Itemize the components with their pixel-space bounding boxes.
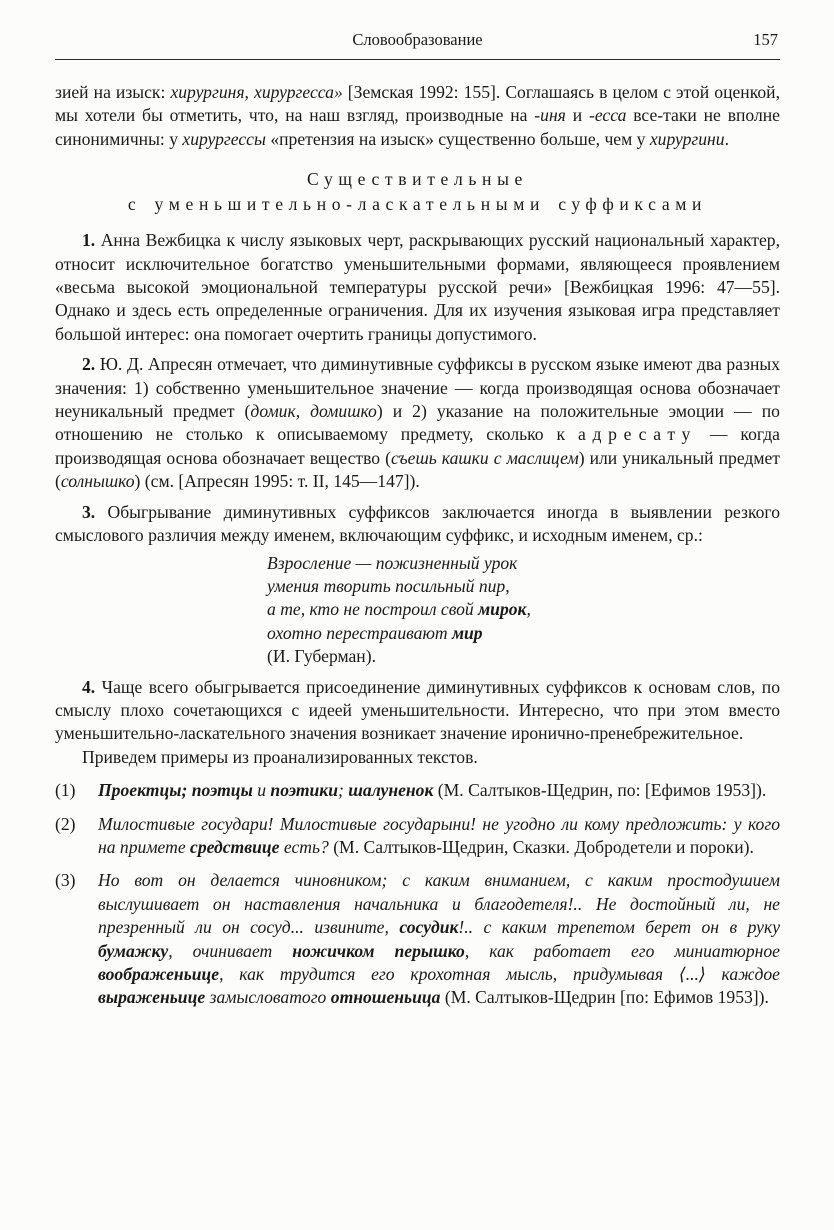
example-2-number: (2) (55, 813, 76, 834)
paragraph-2: 2. Ю. Д. Апресян отмечает, что диминутивные суффиксы в русском языке имеют два разных значения: 1) собственно уменьшительное значение — когда производящая основа обозначает неуникальный предмет (домик, домишко) и 2) указание на положительные эмоции — по отношению не столько к описываемому предмету, сколько к адресату — когда производящая основа обозначает вещество (съешь кашки с маслицем) или уникальный предмет (солнышко) (см. [Апресян 1995: т. II, 145—147]). (55, 354, 780, 492)
page-number: 157 (753, 30, 778, 49)
paragraph-1: 1. Анна Вежбицка к числу языковых черт, раскрывающих русский национальный характер, относит исключительное богатство уменьшительными формами, являющееся проявлением «весьма высокой эмоциональной температуры русской речи» [Вежбицкая 1996: 47—55]. Однако и здесь есть определенные ограничения. Для их изучения языковая игра представляет большой интерес: она помогает очертить границы допустимого. (55, 230, 780, 344)
example-3-number: (3) (55, 870, 76, 891)
example-2 (55, 813, 780, 860)
paragraph-3: 3. Обыгрывание диминутивных суффиксов заключается иногда в выявлении резкого смыслового различия между именем, включающим суффикс, и исходным именем, ср.: (55, 501, 780, 546)
example-3 (55, 869, 780, 1009)
poem-line-3: а те, кто не построил свой мирок, (267, 599, 531, 620)
page-body (55, 60, 780, 1010)
intro-paragraph: зией на изыск: хирургиня, хирургесса» [Земская 1992: 155]. Соглашаясь в целом с этой оценкой, мы хотели бы отметить, что, на наш взгляд, производные на -иня и -есса все-таки не вполне синонимичны: у хирургессы «претензия на изыск» существенно больше, чем у хирургини. (55, 82, 780, 149)
poem-line-4: охотно перестраивают мир (267, 622, 483, 643)
example-1-number: (1) (55, 780, 76, 801)
section-heading-line2: с уменьшительно-ласкательными суффиксами (127, 193, 708, 214)
running-title: Словообразование (352, 30, 483, 49)
page-header (55, 30, 780, 60)
section-heading-line1: Существительные (307, 169, 528, 190)
poem-line-2: умения творить посильный пир, (267, 575, 510, 596)
poem-attribution: (И. Губерман). (267, 646, 376, 667)
poem-line-1: Взросление — пожизненный урок (267, 552, 518, 573)
example-3-text: Но вот он делается чиновником; с каким вниманием, с каким простодушием выслушивает он наставления начальника и благодетеля!.. Не достойный ли, не презренный ли он сосуд... извините, сосудик!.. с каким трепетом берет он в руку бумажку, очинивает ножичком перышко, как работает его миниатюрное воображеньице, как трудится его крохотная мысль, придумывая ⟨...⟩ каждое выраженьице замысловатого отношеньица (М. Салтыков-Щедрин [по: Ефимов 1953]). (98, 870, 780, 1008)
poem-quote (267, 552, 780, 669)
paragraph-5: Приведем примеры из проанализированных текстов. (82, 746, 478, 767)
paragraph-4: 4. Чаще всего обыгрывается присоединение диминутивных суффиксов к основам слов, по смыслу плохо сочетающихся с идеей уменьшительности. Интересно, что при этом вместо уменьшительно-ласкательного значения возникает значение иронично-пренебрежительное. (55, 676, 780, 744)
example-1 (55, 779, 780, 802)
section-heading (55, 167, 780, 216)
example-1-text: Проектцы; поэтцы и поэтики; шалуненок (М. Салтыков-Щедрин, по: [Ефимов 1953]). (98, 780, 767, 801)
example-2-text: Милостивые государи! Милостивые государыни! не угодно ли кому предложить: у кого на примете средствице есть? (М. Салтыков-Щедрин, Сказки. Добродетели и пороки). (98, 813, 780, 857)
